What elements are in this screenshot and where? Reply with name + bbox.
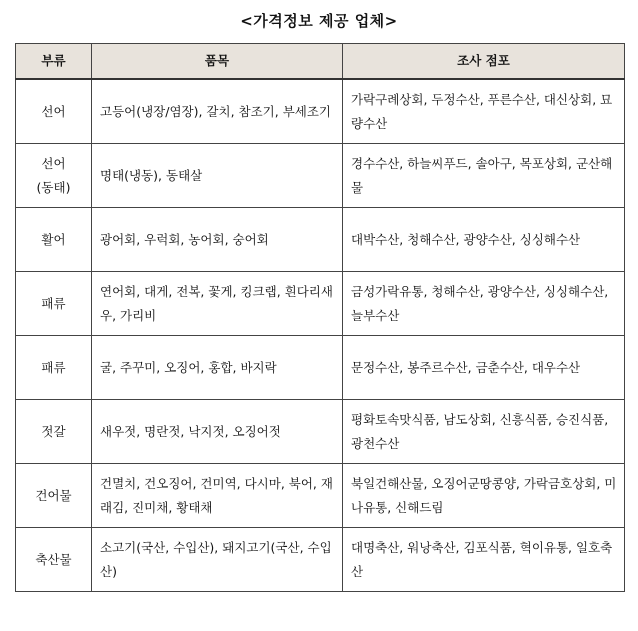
table-row (16, 272, 625, 336)
category-sublabel: (동태) (36, 179, 71, 195)
header-category: 부류 (16, 44, 92, 80)
price-info-table (15, 43, 625, 592)
category-cell (16, 208, 92, 272)
items-cell: 명태(냉동), 동태살 (92, 144, 343, 208)
table-row (16, 464, 625, 528)
items-cell: 광어회, 우럭회, 농어회, 숭어회 (92, 208, 343, 272)
category-cell (16, 272, 92, 336)
category-label: 선어 (41, 155, 66, 171)
stores-cell: 문정수산, 봉주르수산, 금춘수산, 대우수산 (343, 336, 625, 400)
category-label: 축산물 (35, 551, 72, 567)
category-cell (16, 79, 92, 144)
table-row (16, 144, 625, 208)
stores-cell: 대박수산, 청해수산, 광양수산, 싱싱해수산 (343, 208, 625, 272)
stores-cell: 평화토속맛식품, 남도상회, 신흥식품, 승진식품, 광천수산 (343, 400, 625, 464)
stores-cell: 금성가락유통, 청해수산, 광양수산, 싱싱해수산, 늘부수산 (343, 272, 625, 336)
category-cell (16, 336, 92, 400)
category-cell (16, 528, 92, 592)
category-cell (16, 144, 92, 208)
stores-cell: 북일건해산물, 오징어군땅콩양, 가락금호상회, 미나유통, 신해드림 (343, 464, 625, 528)
category-label: 선어 (41, 103, 66, 119)
category-label: 젓갈 (41, 423, 66, 439)
header-items: 품목 (92, 44, 343, 80)
category-cell (16, 400, 92, 464)
items-cell: 연어회, 대게, 전복, 꽃게, 킹크랩, 흰다리새우, 가리비 (92, 272, 343, 336)
category-label: 패류 (41, 359, 66, 375)
header-stores: 조사 점포 (343, 44, 625, 80)
category-label: 활어 (41, 231, 66, 247)
category-label: 패류 (41, 295, 66, 311)
items-cell: 새우젓, 명란젓, 낙지젓, 오징어젓 (92, 400, 343, 464)
stores-cell: 가락구례상회, 두정수산, 푸른수산, 대신상회, 묘량수산 (343, 79, 625, 144)
category-label: 건어물 (35, 487, 72, 503)
items-cell: 건멸치, 건오징어, 건미역, 다시마, 북어, 재래김, 진미채, 황태채 (92, 464, 343, 528)
table-row (16, 400, 625, 464)
table-header-row (16, 44, 625, 80)
table-row (16, 208, 625, 272)
page-title: <가격정보 제공 업체> (240, 12, 398, 30)
table-row (16, 79, 625, 144)
items-cell: 고등어(냉장/염장), 갈치, 참조기, 부세조기 (92, 79, 343, 144)
stores-cell: 대명축산, 워낭축산, 김포식품, 혁이유통, 일호축산 (343, 528, 625, 592)
table-row (16, 528, 625, 592)
items-cell: 굴, 주꾸미, 오징어, 홍합, 바지락 (92, 336, 343, 400)
category-cell (16, 464, 92, 528)
table-row (16, 336, 625, 400)
items-cell: 소고기(국산, 수입산), 돼지고기(국산, 수입산) (92, 528, 343, 592)
stores-cell: 경수수산, 하늘씨푸드, 솔아구, 목포상회, 군산해물 (343, 144, 625, 208)
